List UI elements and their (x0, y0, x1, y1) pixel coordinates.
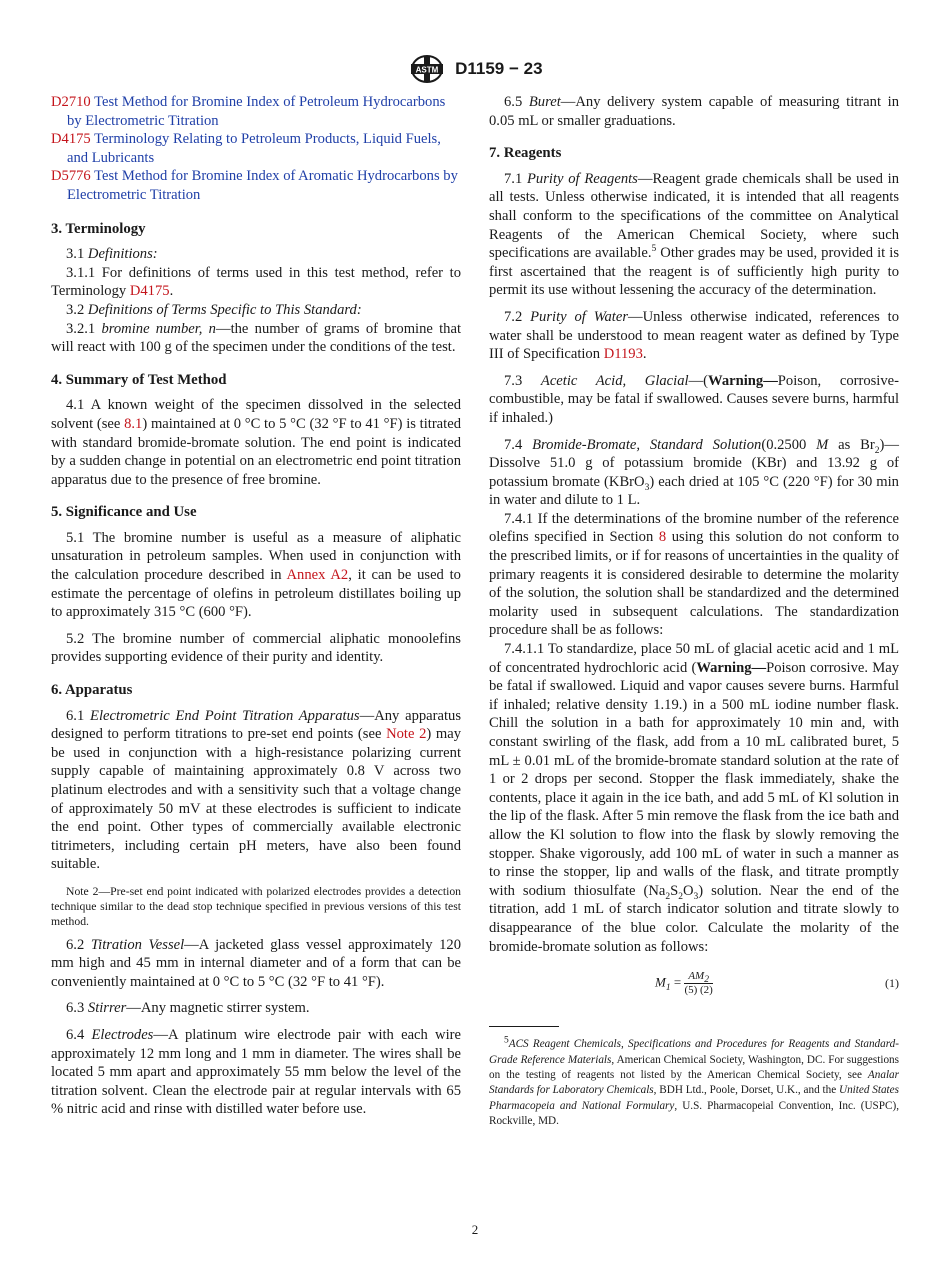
para-text: —A jacketed glass vessel approximately 120 mm high and 45 mm in internal diameter and of a form that can be conveniently maintained at 0 °C to 5 °C (32 °F to 41 °F). (51, 936, 461, 990)
para-text: —Any apparatus designed to perform titrations to pre-set end points (see (51, 707, 462, 743)
note-text: —Pre-set end point indicated with polarized electrodes provides a detection technique similar to the dead stop technique specified in previous versions of this test method. (51, 884, 462, 929)
paragraph (489, 308, 899, 364)
para-title: Bromide-Bromate, Standard Solution (532, 436, 762, 453)
para-title: Electrodes (91, 1026, 154, 1043)
footnote-text: , U.S. Pharmacopeial Convention, Inc. (USPC), Rockville, MD. (489, 1099, 899, 1128)
para-text: 7.4.1.1 To standardize, place 50 mL of glacial acetic acid and 1 mL of concentrated hydrochloric acid ( (489, 641, 899, 676)
ref-title-link[interactable]: Terminology Relating to Petroleum Products, Liquid Fuels, and Lubricants (67, 131, 441, 166)
para-text: 3.1.1 For definitions of terms used in this test method, refer to Terminology (51, 264, 461, 300)
ref-code-link[interactable]: D5776 (51, 168, 91, 185)
para-title: Stirrer (87, 1000, 127, 1017)
para-text: Poison corrosive. May be fatal if swallowed. Liquid and vapor causes severe burns. Harmful if inhaled; relative density 1.19.) in a 500 mL iodine number flask. Chill the solution in a bath for approximately 10 min and, with constant swirling of the flask, add from a 10 mL calibrated buret, 5 mL ± 0.01 mL of the bromide-bromate standard solution at the rate of 1 or 2 drops per second. Stopper the flask immediately, shake the contents, place it again in the ice bath, and add 5 mL of Kl solution in the lip of the flask. After 5 min remove the flask from the ice bath and allow the Kl solution to flow into the flask by slowly removing the stopper. Shake vigorously, add 100 mL of water in such a manner as to rinse the stopper, lip and walls of the flask, and titrate promptly with sodium thiosulfate (Na (489, 659, 899, 899)
subscript: 3 (644, 482, 650, 493)
xref-link[interactable]: 8 (658, 529, 667, 546)
para-text: 5.1 The bromine number is useful as a measure of aliphatic unsaturation in petroleum samples. When used in conjunction with the calculation procedure described in (51, 529, 461, 584)
footnote-text: , BDH Ltd., Poole, Dorset, U.K., and the (653, 1084, 839, 1097)
para-number: 7.3 (504, 372, 523, 389)
footnote-marker: 5 (504, 1035, 509, 1046)
para-text: —Any magnetic stirrer system. (126, 1000, 310, 1017)
paragraph (51, 396, 461, 489)
para-text: . (642, 346, 647, 363)
para-text: —( (688, 372, 709, 389)
para-text: —Unless otherwise indicated, references to water shall be understood to mean reagent water as defined by Type III of Specification (489, 308, 899, 363)
subscript: 2 (704, 975, 709, 986)
para-number: 6.3 (66, 1000, 85, 1017)
molarity-symbol: M (816, 436, 829, 453)
para-text: —A platinum wire electrode pair with each wire approximately 12 mm long and 1 mm in diameter. The wires shall be located 5 mm apart and approximately 55 mm below the level of the titration solvent. Clean the electrode pair at regular intervals with 65 % nitric acid and rinse with distilled water before use. (51, 1026, 461, 1118)
equation-1 (489, 966, 899, 1008)
para-text: , it can be used to estimate the percentage of olefins in petroleum distillates boiling up to approximately 315 °C (600 °F). (51, 567, 461, 621)
para-text: —Any delivery system capable of measuring titrant in 0.05 mL or smaller graduations. (489, 94, 899, 129)
paragraph (489, 436, 899, 510)
footnote-title: Analar Standards for Laboratory Chemicals (489, 1068, 899, 1097)
footnote-divider (489, 1026, 559, 1027)
paragraph (489, 93, 899, 130)
subscript: 2 (678, 891, 683, 902)
equation-formula (655, 970, 713, 997)
subscript: 2 (874, 445, 880, 456)
para-text: 4.1 A known weight of the specimen dissolved in the selected solvent (see (51, 397, 461, 432)
equals-sign: = (670, 974, 685, 990)
footnote-title: ACS Reagent Chemicals, Specifications and Procedures for Reagents and Standard-Grade Reference Materials (489, 1038, 899, 1066)
para-text: using this solution do not conform to the prescribed limits, or if for reasons of uncertainties in the quality of primary reagents it is considered desirable to determine the molarity of the solution, the solution shall be standardized and the determined molarity used in subsequent calculations. The standardization procedure shall be as follows: (489, 529, 900, 639)
para-text: —Reagent grade chemicals shall be used in all tests. Unless otherwise indicated, it is intended that all reagents shall conform to the specifications of the committee on Analytical Reagents of the American Chemical Society, where such specifications are available. (489, 170, 899, 262)
svg-text:ASTM: ASTM (416, 65, 439, 75)
para-number: 7.2 (504, 308, 523, 325)
para-number: 6.4 (66, 1026, 85, 1043)
warning-label: Warning— (696, 659, 767, 676)
para-number: 3.1 (66, 246, 85, 263)
paragraph (51, 1026, 461, 1119)
paragraph: 5.2 The bromine number of commercial aliphatic monoolefins provides supporting evidence of their purity and identity. (51, 630, 461, 666)
numerator (684, 970, 712, 984)
note (51, 884, 461, 930)
astm-logo-icon (407, 54, 447, 84)
section-heading: 3. Terminology (51, 220, 146, 237)
para-number: 7.4 (504, 436, 523, 453)
para-number: 6.5 (504, 94, 523, 110)
defined-term: bromine number, n (101, 320, 216, 337)
section-heading: 6. Apparatus (51, 682, 133, 699)
para-title: Purity of Reagents (527, 170, 638, 187)
footnote (489, 1037, 899, 1129)
para-number: 6.1 (66, 707, 85, 724)
ref-title-link[interactable]: Test Method for Bromine Index of Petroleum Hydrocarbons by Electrometric Titration (67, 94, 446, 129)
xref-link[interactable]: Note 2 (386, 726, 427, 743)
warning-label: Warning— (708, 372, 778, 389)
page-number: 2 (471, 1222, 479, 1237)
para-text: O (683, 882, 694, 899)
paragraph (51, 320, 461, 357)
xref-link[interactable]: 8.1 (124, 415, 143, 432)
ref-code-link[interactable]: D4175 (51, 131, 91, 148)
paragraph (489, 640, 899, 956)
denominator: (5) (2) (684, 984, 713, 997)
referenced-documents (51, 93, 461, 205)
right-column (489, 93, 899, 1130)
paragraph (489, 372, 899, 428)
para-title: Buret (528, 94, 561, 110)
subscript: 3 (693, 891, 699, 902)
fraction (684, 970, 712, 997)
section-heading: 4. Summary of Test Method (51, 371, 227, 388)
para-number: 3.2.1 (66, 320, 96, 337)
para-text: S (670, 882, 679, 899)
para-number: 3.2 (66, 301, 85, 318)
para-text: as Br (828, 436, 875, 453)
para-text: ) solution. Near the end of the titration, add 1 mL of starch indicator solution and titrate slowly to disappearance of the blue color. Calculate the molarity of the bromide-bromate solution as follows: (489, 882, 899, 955)
para-title: Acetic Acid, Glacial (540, 372, 689, 389)
xref-link[interactable]: D4175 (129, 283, 170, 300)
paragraph (489, 510, 899, 640)
para-text: —the number of grams of bromine that will react with 100 g of the specimen under the conditions of the test. (51, 320, 462, 356)
para-text: Other grades may be used, provided it is first ascertained that the reagent is of sufficiently high purity to permit its use without lessening the accuracy of the determination. (489, 245, 899, 299)
para-title: Titration Vessel (90, 936, 185, 953)
paragraph (51, 264, 461, 301)
paragraph (51, 707, 461, 874)
paragraph (51, 999, 461, 1018)
subscript: 2 (665, 891, 671, 902)
subscript: 1 (665, 983, 671, 994)
ref-code-link[interactable]: D2710 (51, 94, 91, 110)
para-text: )—Dissolve 51.0 g of potassium bromide (KBr) and 13.92 g of potassium bromate (KBrO (489, 436, 899, 490)
ref-d4175 (51, 130, 461, 167)
xref-link[interactable]: Annex A2 (286, 567, 349, 584)
designation: D1159 − 23 (455, 58, 543, 78)
para-title: Electrometric End Point Titration Apparatus (90, 707, 360, 724)
note-label: Note 2 (66, 884, 99, 898)
para-text: ) each dried at 105 °C (220 °F) for 30 min in water and dilute to 1 L. (489, 473, 899, 509)
page-header (0, 54, 950, 84)
para-text: Poison, corrosive-combustible, may be fatal if swallowed. Causes severe burns, harmful if inhaled.) (489, 372, 899, 426)
footnote-title: United States Pharmacopeia and National Formulary (489, 1084, 899, 1112)
equation-lhs: M (655, 974, 666, 990)
para-number: 6.2 (66, 936, 85, 953)
para-text: (0.2500 (761, 436, 807, 453)
ref-title-link[interactable]: Test Method for Bromine Index of Aromatic Hydrocarbons by Electrometric Titration (67, 168, 458, 203)
para-title: Definitions of Terms Specific to This Standard: (87, 301, 362, 318)
paragraph (51, 529, 461, 622)
equation-number: (1) (885, 976, 899, 991)
paragraph (489, 170, 899, 300)
para-text: ) may be used in conjunction with a high-resistance polarizing current supply capable of maintaining approximately 0.8 V across two platinum electrodes and with a sensitivity such that a voltage change of approximately 50 mV at these electrodes is sufficient to indicate the end point. Other types of commercially available electronic titrimeters, including certain pH meters, have also been found suitable. (51, 726, 461, 873)
para-text: 7.4.1 If the determinations of the bromine number of the reference olefins specified in Section (489, 510, 899, 546)
section-heading: 5. Significance and Use (51, 504, 197, 521)
footnote-ref: 5 (651, 244, 657, 255)
xref-link[interactable]: D1193 (603, 346, 643, 363)
ref-d2710 (51, 93, 461, 130)
paragraph (51, 301, 461, 320)
para-text: . (169, 283, 174, 300)
para-title: Purity of Water (530, 308, 629, 325)
paragraph (51, 936, 461, 992)
left-column (51, 93, 461, 1119)
paragraph (51, 245, 461, 264)
ref-d5776 (51, 167, 461, 204)
section-heading: 7. Reagents (489, 145, 562, 162)
para-title: Definitions: (87, 246, 158, 263)
para-text: ) maintained at 0 °C to 5 °C (32 °F to 41 °F) is titrated with standard bromide-bromate solution. The end point is indicated by a sudden change in potential on an electrometric end point titration apparatus due to the presence of free bromine. (51, 415, 461, 488)
numerator-text: AM (688, 970, 705, 983)
para-number: 7.1 (504, 170, 523, 187)
footnote-text: , American Chemical Society, Washington, DC. For suggestions on the testing of reagents not listed by the American Chemical Society, see (489, 1053, 899, 1081)
